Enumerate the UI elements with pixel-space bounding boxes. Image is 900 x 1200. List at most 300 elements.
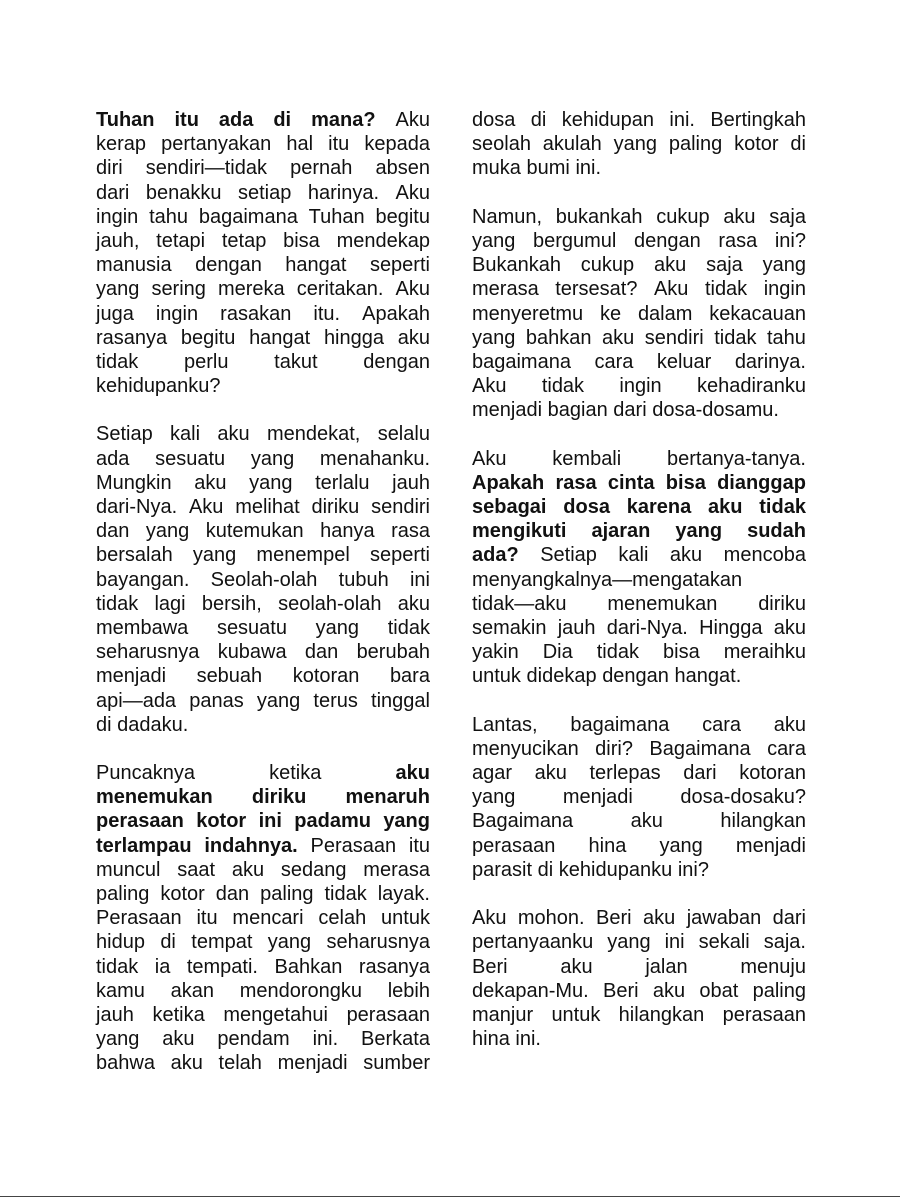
word: menuju bbox=[740, 955, 806, 978]
word: bahwa bbox=[96, 1052, 155, 1075]
word: layak. bbox=[377, 883, 430, 905]
word: ingin bbox=[619, 375, 662, 398]
text-line bbox=[96, 519, 430, 543]
word: dadaku. bbox=[117, 713, 189, 736]
word: bergumul bbox=[532, 229, 617, 252]
word: pertanyaanku bbox=[472, 931, 594, 954]
word: mereka bbox=[217, 278, 285, 301]
word: celah bbox=[318, 907, 367, 930]
word: bumi bbox=[526, 157, 570, 180]
word: aku bbox=[643, 907, 676, 930]
text-line bbox=[96, 858, 430, 882]
text-line bbox=[472, 761, 806, 785]
word: di bbox=[537, 858, 554, 881]
text-line bbox=[96, 495, 430, 519]
word: kotor bbox=[734, 133, 779, 156]
word: selalu bbox=[377, 423, 430, 446]
word: hangat bbox=[285, 254, 347, 277]
word: bara bbox=[389, 665, 430, 688]
word: diriku bbox=[758, 592, 806, 615]
word: dengan bbox=[363, 350, 430, 373]
word: di bbox=[790, 133, 806, 156]
word: Puncaknya bbox=[96, 762, 195, 785]
word: kutemukan bbox=[205, 520, 304, 543]
word: Bukankah bbox=[472, 254, 561, 277]
word: bagaimana bbox=[198, 205, 298, 228]
text-line bbox=[472, 785, 806, 809]
word: hangat. bbox=[674, 665, 742, 688]
text-line bbox=[472, 1003, 806, 1027]
text-line bbox=[96, 1027, 430, 1051]
text-line bbox=[472, 471, 806, 495]
word: aku bbox=[654, 254, 687, 277]
word: di bbox=[96, 713, 112, 736]
bold-word: aku bbox=[395, 762, 430, 785]
word: yang bbox=[659, 834, 703, 857]
word: dan bbox=[215, 883, 250, 905]
word: dengan bbox=[602, 665, 669, 688]
word: yang bbox=[192, 544, 237, 567]
word: hidup bbox=[96, 931, 145, 954]
word: ketika bbox=[152, 1003, 205, 1026]
text-line bbox=[96, 229, 430, 253]
word: jauh, bbox=[96, 229, 140, 252]
text-line bbox=[472, 543, 806, 567]
word: aku bbox=[231, 858, 265, 881]
word: bagaimana bbox=[472, 350, 571, 373]
word: aku bbox=[534, 762, 567, 785]
word: yakin bbox=[472, 641, 519, 664]
word: bayangan. bbox=[96, 568, 190, 591]
text-line bbox=[472, 664, 806, 688]
word: Lantas, bbox=[472, 713, 538, 736]
word: aku bbox=[162, 1028, 195, 1051]
word: Namun, bbox=[472, 205, 543, 228]
word: itu bbox=[328, 133, 350, 156]
word: kehidupanku? bbox=[96, 375, 221, 398]
word: tidak bbox=[96, 592, 139, 615]
bold-word: sudah bbox=[747, 520, 806, 543]
word: yang bbox=[256, 689, 301, 712]
word: meraihku bbox=[723, 641, 806, 664]
word: dosa bbox=[472, 109, 516, 131]
word: kehidupanku bbox=[558, 858, 673, 881]
word: aku bbox=[397, 592, 430, 615]
word: sedang bbox=[280, 858, 347, 881]
word: mencoba bbox=[723, 544, 806, 567]
word: yang bbox=[472, 229, 516, 252]
bold-word: rasa bbox=[555, 471, 597, 494]
word: Setiap bbox=[96, 423, 153, 446]
paragraph bbox=[96, 422, 430, 736]
word: sesuatu bbox=[155, 447, 226, 470]
text-line bbox=[96, 277, 430, 301]
bold-word: karena bbox=[626, 496, 692, 518]
word: yang bbox=[96, 278, 140, 301]
word: akulah bbox=[542, 133, 602, 156]
bold-word: Tuhan bbox=[96, 109, 155, 131]
word: rasa bbox=[718, 229, 758, 252]
word: tetap bbox=[221, 229, 267, 252]
word: sendiri—tidak bbox=[145, 157, 267, 180]
word: kali bbox=[618, 544, 649, 567]
word: akan bbox=[170, 979, 214, 1002]
word: sumber bbox=[363, 1052, 430, 1075]
text-line bbox=[96, 447, 430, 471]
word: ini bbox=[664, 931, 685, 954]
word: aku bbox=[723, 205, 756, 228]
word: ketika bbox=[269, 762, 322, 785]
word: bisa bbox=[283, 229, 320, 252]
word: diri? bbox=[595, 737, 633, 760]
text-line bbox=[472, 495, 806, 519]
word: sesuatu bbox=[216, 616, 287, 639]
word: di bbox=[530, 109, 547, 131]
word: menahanku. bbox=[319, 447, 430, 470]
text-line bbox=[472, 955, 806, 979]
word: yang bbox=[249, 471, 293, 494]
word: menempel bbox=[256, 544, 350, 567]
text-line bbox=[96, 809, 430, 833]
bold-word: cinta bbox=[607, 471, 655, 494]
text-line bbox=[472, 277, 806, 301]
word: hingga bbox=[323, 326, 384, 349]
word: menjadi bbox=[472, 399, 543, 422]
word: cukup bbox=[580, 254, 635, 277]
text-line bbox=[96, 640, 430, 664]
text-line bbox=[96, 422, 430, 446]
word: tidak—aku bbox=[472, 592, 567, 615]
text-line bbox=[96, 955, 430, 979]
word: cukup bbox=[656, 205, 710, 228]
word: paling bbox=[668, 133, 723, 156]
text-line bbox=[472, 519, 806, 543]
word: hal bbox=[286, 133, 314, 156]
word: Aku bbox=[188, 496, 224, 518]
word: pernah bbox=[290, 157, 353, 180]
text-line bbox=[472, 447, 806, 471]
bold-word: padamu bbox=[294, 810, 371, 833]
word: kehadiranku bbox=[697, 375, 806, 398]
word: mencari bbox=[232, 907, 304, 930]
word: aku bbox=[194, 471, 227, 494]
text-line bbox=[96, 302, 430, 326]
word: ini. bbox=[575, 157, 602, 180]
word: tahu bbox=[767, 326, 806, 349]
word: tahu bbox=[149, 205, 189, 228]
word: dan bbox=[304, 641, 339, 664]
word: bagaimana bbox=[570, 713, 670, 736]
word: pertanyakan bbox=[161, 133, 272, 156]
word: tubuh bbox=[338, 568, 389, 591]
text-line bbox=[96, 713, 430, 737]
text-line bbox=[472, 979, 806, 1003]
word: aku bbox=[630, 810, 663, 833]
word: bertanya-tanya. bbox=[667, 447, 806, 470]
word: tidak bbox=[714, 326, 757, 349]
word: itu. bbox=[313, 302, 341, 325]
word: Tuhan bbox=[308, 205, 365, 228]
word: tidak bbox=[387, 616, 430, 639]
word: seperti bbox=[369, 254, 430, 277]
word: parasit bbox=[472, 858, 533, 881]
word: bersih, bbox=[201, 592, 262, 615]
bold-word: kotor bbox=[196, 810, 247, 833]
word: kotor bbox=[160, 883, 205, 905]
paragraph bbox=[96, 108, 430, 398]
word: kerap bbox=[96, 133, 147, 156]
text-line bbox=[96, 664, 430, 688]
word: Aku bbox=[395, 181, 430, 204]
word: setiap bbox=[237, 181, 292, 204]
word: yang bbox=[145, 520, 190, 543]
word: aku bbox=[217, 423, 250, 446]
word: absen bbox=[375, 157, 430, 180]
word: dari-Nya. bbox=[606, 616, 688, 639]
word: ingin bbox=[155, 302, 199, 325]
word: menyucikan bbox=[472, 737, 579, 760]
word: menyeretmu bbox=[472, 302, 584, 325]
word: saja bbox=[769, 205, 806, 228]
word: mengetahui bbox=[223, 1003, 328, 1026]
word: rasanya bbox=[96, 326, 168, 349]
word: agar bbox=[472, 762, 513, 785]
text-line bbox=[96, 979, 430, 1003]
word: obat bbox=[699, 979, 739, 1002]
bold-word: dianggap bbox=[717, 471, 806, 494]
word: panas bbox=[189, 689, 244, 712]
bold-word: dosa bbox=[563, 496, 610, 518]
word: seharusnya bbox=[326, 931, 430, 954]
bold-word: di bbox=[273, 109, 292, 131]
bold-word: Apakah bbox=[472, 471, 545, 494]
word: jauh bbox=[392, 471, 430, 494]
word: merasa bbox=[472, 278, 539, 301]
word: Beri bbox=[472, 955, 508, 978]
word: bukankah bbox=[555, 205, 643, 228]
word: menyangkalnya—mengatakan bbox=[472, 568, 743, 591]
word: ia bbox=[154, 955, 171, 978]
paragraph bbox=[472, 447, 806, 689]
word: bisa bbox=[663, 641, 700, 664]
text-line bbox=[472, 205, 806, 229]
word: aku bbox=[773, 616, 806, 639]
word: perasaan bbox=[722, 1003, 806, 1026]
text-line bbox=[96, 156, 430, 180]
word: Setiap bbox=[540, 544, 597, 567]
word: seharusnya bbox=[96, 641, 200, 664]
word: bersalah bbox=[96, 544, 173, 567]
word: paling bbox=[96, 883, 150, 905]
left-column bbox=[96, 108, 430, 1100]
bold-word: mengikuti bbox=[472, 520, 567, 543]
word: tidak bbox=[96, 350, 139, 373]
bold-word: mana? bbox=[311, 109, 376, 131]
word: hina bbox=[472, 1028, 510, 1051]
text-line bbox=[96, 834, 430, 858]
text-line bbox=[96, 205, 430, 229]
word: merasa bbox=[363, 858, 430, 881]
word: ini. bbox=[312, 1028, 339, 1051]
word: rasanya bbox=[358, 955, 430, 978]
word: seolah-olah bbox=[278, 592, 382, 615]
word: tinggal bbox=[371, 689, 430, 712]
word: takut bbox=[274, 350, 318, 373]
word: yang bbox=[315, 616, 360, 639]
word: Aku bbox=[472, 375, 507, 398]
word: muka bbox=[472, 157, 521, 180]
word: aku bbox=[652, 979, 686, 1002]
word: tetapi bbox=[156, 229, 206, 252]
word: tersesat? bbox=[555, 278, 638, 301]
word: lebih bbox=[387, 979, 430, 1002]
word: bahkan bbox=[525, 326, 592, 349]
text-line bbox=[96, 592, 430, 616]
word: cara bbox=[767, 737, 806, 760]
word: itu bbox=[408, 834, 430, 857]
word: paling bbox=[260, 883, 314, 905]
word: tidak bbox=[596, 641, 639, 664]
text-line bbox=[96, 568, 430, 592]
text-line bbox=[472, 713, 806, 737]
word: bagian bbox=[547, 399, 608, 422]
word: menjadi bbox=[735, 834, 806, 857]
bold-word: tidak bbox=[759, 496, 806, 518]
word: melihat bbox=[235, 496, 300, 518]
word: tidak bbox=[324, 883, 367, 905]
word: jalan bbox=[645, 955, 688, 978]
word: kekacauan bbox=[709, 302, 806, 325]
word: terus bbox=[313, 689, 358, 712]
page-bottom-rule bbox=[0, 1196, 900, 1197]
bold-word: yang bbox=[675, 520, 723, 543]
word: untuk bbox=[551, 1003, 601, 1026]
word: dari bbox=[96, 181, 130, 204]
word: Bagaimana bbox=[649, 737, 751, 760]
word: ke bbox=[599, 302, 622, 325]
word: yang bbox=[267, 931, 312, 954]
word: aku bbox=[669, 544, 703, 567]
word: yang bbox=[607, 931, 651, 954]
word: cara bbox=[702, 713, 741, 736]
bold-word: ajaran bbox=[591, 520, 651, 543]
paragraph bbox=[472, 713, 806, 882]
word: kepada bbox=[364, 133, 430, 156]
text-line bbox=[472, 592, 806, 616]
paragraph bbox=[472, 205, 806, 423]
word: Beri bbox=[596, 907, 632, 930]
word: dosa-dosaku? bbox=[680, 786, 806, 809]
word: terlalu bbox=[315, 471, 370, 494]
word: kubawa bbox=[217, 641, 287, 664]
word: kamu bbox=[96, 979, 145, 1002]
bold-word: itu bbox=[174, 109, 199, 131]
bold-word: ini bbox=[258, 810, 282, 833]
text-line bbox=[96, 761, 430, 785]
word: Seolah-olah bbox=[210, 568, 318, 591]
word: benakku bbox=[145, 181, 222, 204]
paragraph bbox=[472, 906, 806, 1051]
word: Bahkan bbox=[274, 955, 343, 978]
word: ceritakan. bbox=[296, 278, 384, 301]
word: juga bbox=[96, 302, 134, 325]
bold-word: indahnya. bbox=[204, 834, 298, 857]
text-line bbox=[472, 568, 806, 592]
word: aku bbox=[602, 326, 635, 349]
word: kehidupan bbox=[561, 109, 655, 131]
word: Berkata bbox=[361, 1028, 430, 1051]
word: Perasaan bbox=[310, 834, 397, 857]
word: cara bbox=[594, 350, 634, 373]
text-line bbox=[472, 108, 806, 132]
word: aku bbox=[397, 326, 430, 349]
word: mendekat, bbox=[266, 423, 361, 446]
word: jawaban bbox=[686, 907, 762, 930]
word: manjur bbox=[472, 1003, 534, 1026]
word: jauh bbox=[557, 616, 596, 639]
word: mohon. bbox=[517, 907, 585, 930]
word: yang bbox=[472, 326, 516, 349]
word: dari bbox=[772, 907, 806, 930]
word: untuk bbox=[381, 907, 430, 930]
text-line bbox=[472, 858, 806, 882]
word: Perasaan bbox=[96, 907, 182, 930]
text-line bbox=[96, 930, 430, 954]
word: tidak bbox=[704, 278, 748, 301]
bold-word: diriku bbox=[251, 786, 307, 809]
word: dari bbox=[683, 762, 717, 785]
bold-word: ada bbox=[218, 109, 254, 131]
word: yang bbox=[96, 1028, 140, 1051]
word: saja. bbox=[763, 931, 806, 954]
word: hanya bbox=[320, 520, 375, 543]
word: lagi bbox=[154, 592, 186, 615]
word: menjadi bbox=[277, 1052, 348, 1075]
word: rasa bbox=[391, 520, 430, 543]
word: dengan bbox=[633, 229, 701, 252]
word: kali bbox=[170, 423, 201, 446]
word: hina bbox=[588, 834, 627, 857]
word: kotoran bbox=[739, 762, 806, 785]
word: diri bbox=[96, 157, 123, 180]
word: didekap bbox=[526, 665, 597, 688]
word: kotoran bbox=[292, 665, 360, 688]
word: Beri bbox=[603, 979, 639, 1002]
word: perlu bbox=[183, 350, 229, 373]
word: Bagaimana bbox=[472, 810, 574, 833]
bold-word: perasaan bbox=[96, 810, 184, 833]
word: jauh bbox=[96, 1003, 134, 1026]
text-line bbox=[472, 640, 806, 664]
text-line bbox=[472, 398, 806, 422]
word: mendorongku bbox=[239, 979, 362, 1002]
word: menjadi bbox=[96, 665, 167, 688]
text-line bbox=[96, 108, 430, 132]
text-line bbox=[96, 616, 430, 640]
word: tidak bbox=[541, 375, 585, 398]
word: Hingga bbox=[699, 616, 763, 639]
word: berubah bbox=[356, 641, 430, 664]
text-line bbox=[472, 302, 806, 326]
word: diriku bbox=[311, 496, 360, 518]
word: Aku bbox=[472, 447, 507, 470]
text-line bbox=[472, 930, 806, 954]
word: ingin bbox=[96, 205, 139, 228]
word: untuk bbox=[472, 665, 521, 688]
word: kembali bbox=[552, 447, 622, 470]
word: begitu bbox=[375, 205, 430, 228]
word: hangat bbox=[249, 326, 311, 349]
